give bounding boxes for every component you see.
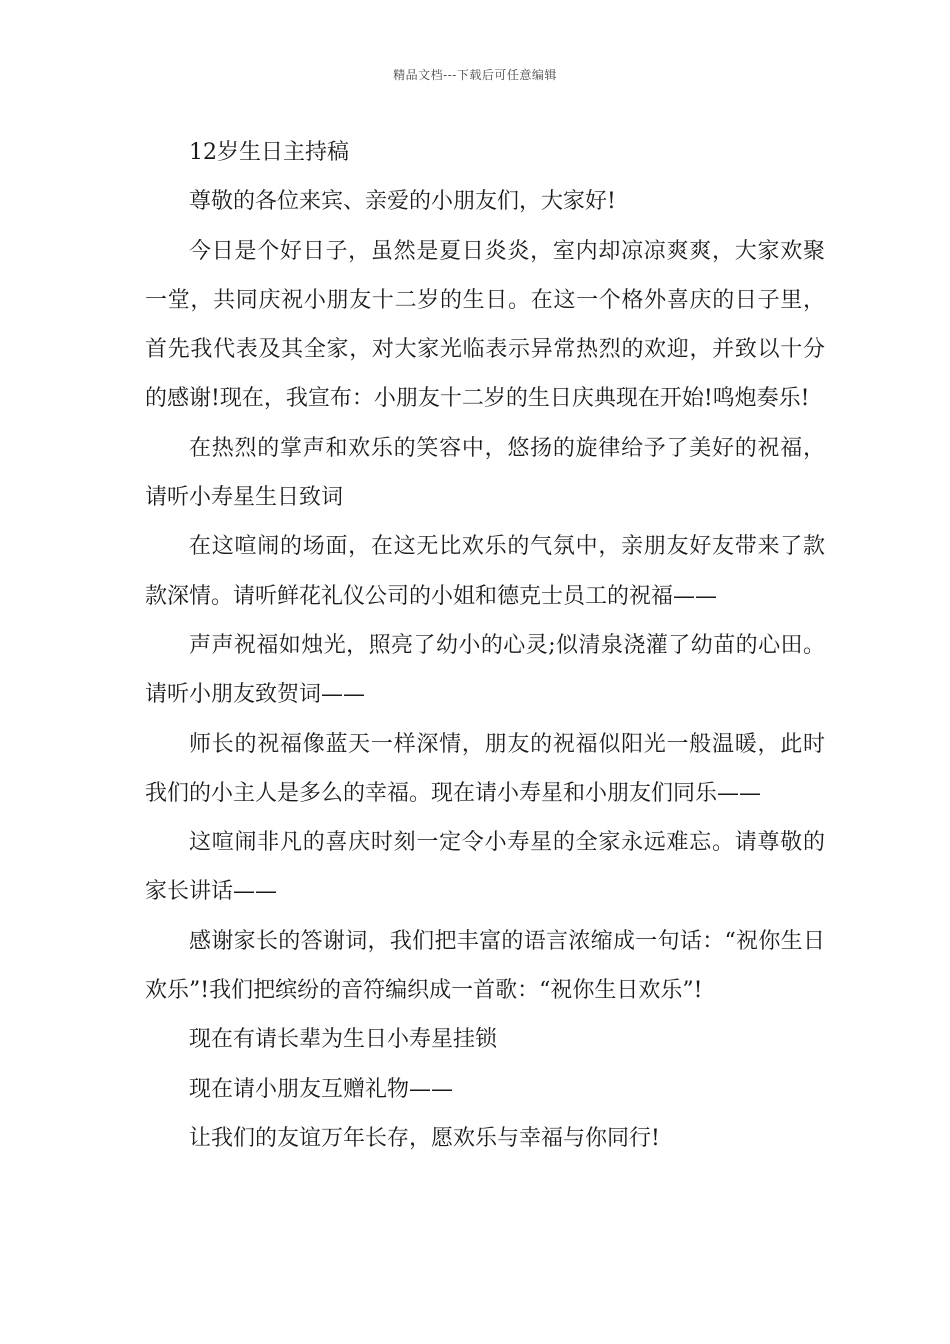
paragraph-friends-wishes: 在这喧闹的场面，在这无比欢乐的气氛中，亲朋友好友带来了款款深情。请听鲜花礼仪公司的小姐和德克士员工的祝福——	[145, 534, 825, 609]
document-body	[145, 128, 825, 1163]
paragraph-lock-ceremony: 现在有请长辈为生日小寿星挂锁	[189, 1027, 498, 1053]
paragraph-thanks: 感谢家长的答谢词，我们把丰富的语言浓缩成一句话：“祝你生日欢乐”!我们把缤纷的音符编织成一首歌：“祝你生日欢乐”!	[145, 928, 825, 1004]
paragraph-birthday-speech: 在热烈的掌声和欢乐的笑容中，悠扬的旋律给予了美好的祝福，请听小寿星生日致词	[145, 435, 825, 511]
paragraph-teachers-wishes: 师长的祝福像蓝天一样深情，朋友的祝福似阳光一般温暖，此时我们的小主人是多么的幸福。现在请小寿星和小朋友们同乐——	[145, 731, 825, 806]
paragraph-greeting: 尊敬的各位来宾、亲爱的小朋友们，大家好!	[189, 189, 616, 215]
paragraph-parents-speech: 这喧闹非凡的喜庆时刻一定令小寿星的全家永远难忘。请尊敬的家长讲话——	[145, 830, 825, 905]
document-title: 12岁生日主持稿	[189, 140, 349, 165]
paragraph-opening: 今日是个好日子，虽然是夏日炎炎，室内却凉凉爽爽，大家欢聚一堂，共同庆祝小朋友十二岁的生日。在这一个格外喜庆的日子里，首先我代表及其全家，对大家光临表示异常热烈的欢迎，并致以十分的感谢!现在，我宣布：小朋友十二岁的生日庆典现在开始!鸣炮奏乐!	[145, 238, 825, 412]
paragraph-gift-exchange: 现在请小朋友互赠礼物——	[189, 1076, 454, 1102]
paragraph-congratulations: 声声祝福如烛光，照亮了幼小的心灵;似清泉浇灌了幼苗的心田。请听小朋友致贺词——	[145, 632, 825, 708]
paragraph-closing: 让我们的友谊万年长存，愿欢乐与幸福与你同行!	[189, 1125, 660, 1151]
page-header: 精品文档---下载后可任意编辑	[393, 68, 557, 82]
